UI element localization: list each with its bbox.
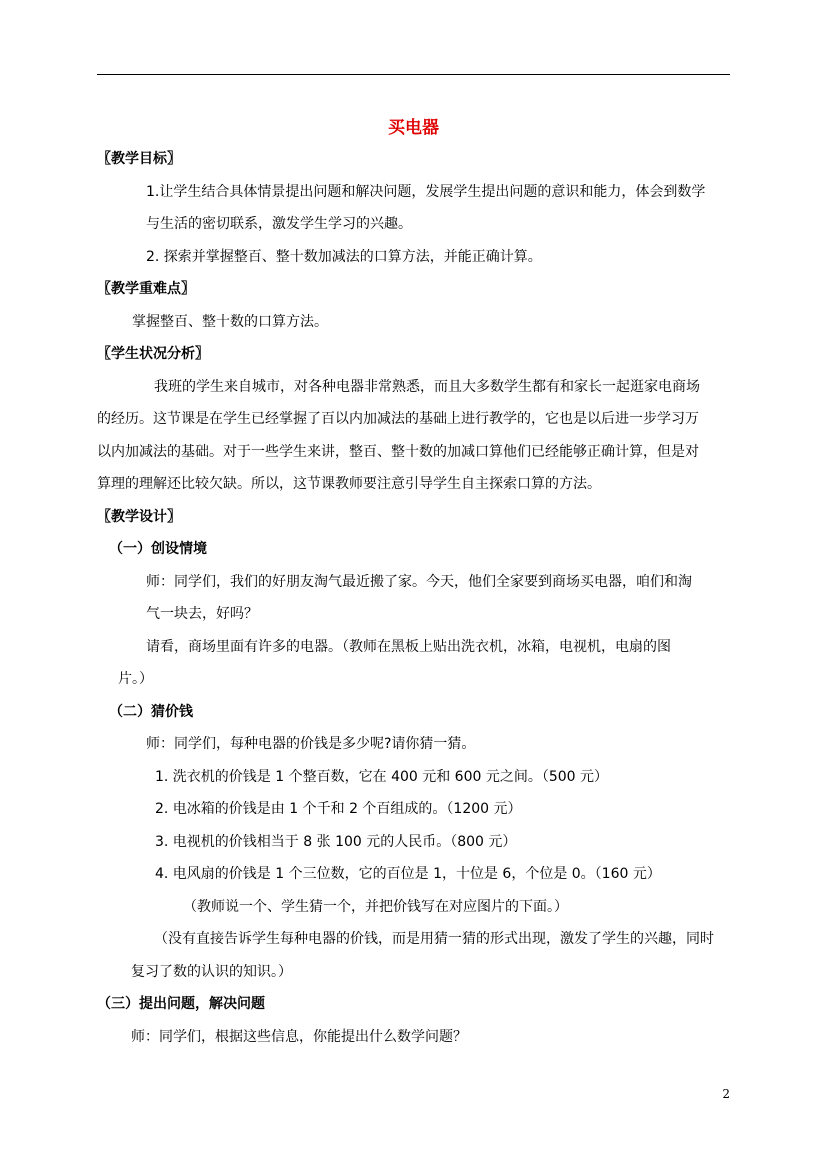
section-1-line-1: 师：同学们，我们的好朋友淘气最近搬了家。今天，他们全家要到商场买电器，咱们和淘: [146, 574, 692, 590]
price-item-3: 3. 电视机的价钱相当于 8 张 100 元的人民币。（800 元）: [155, 834, 517, 850]
price-item-4: 4. 电风扇的价钱是 1 个三位数，它的百位是 1，十位是 6，个位是 0。（160 元）: [155, 866, 661, 882]
section-1-line-3: 请看，商场里面有许多的电器。（教师在黑板上贴出洗衣机，冰箱，电视机，电扇的图: [146, 639, 671, 655]
goal-2: 2. 探索并掌握整百、整十数加减法的口算方法，并能正确计算。: [146, 249, 542, 265]
analysis-line-3: 以内加减法的基础。对于一些学生来讲，整百、整十数的加减口算他们已经能够正确计算，但是对: [97, 444, 699, 460]
goal-1-line-1: 1.让学生结合具体情景提出问题和解决问题，发展学生提出问题的意识和能力，体会到数学: [146, 184, 706, 200]
section-3-intro: 师：同学们，根据这些信息，你能提出什么数学问题？: [131, 1029, 467, 1045]
page-number: 2: [722, 1087, 730, 1101]
design-note-line-2: 复习了数的认识的知识。）: [131, 964, 292, 980]
document-title: 买电器: [388, 118, 439, 138]
analysis-line-2: 的经历。这节课是在学生已经掌握了百以内加减法的基础上进行教学的，它也是以后进一步学习万: [97, 411, 699, 427]
heading-student-analysis: 〖学生状况分析〗: [97, 346, 209, 362]
analysis-line-1: 我班的学生来自城市，对各种电器非常熟悉，而且大多数学生都有和家长一起逛家电商场: [154, 379, 700, 395]
section-2-heading: （二）猜价钱: [109, 704, 193, 720]
heading-key-points: 〖教学重难点〗: [97, 281, 195, 297]
price-item-1: 1. 洗衣机的价钱是 1 个整百数，它在 400 元和 600 元之间。（500 元）: [155, 769, 609, 785]
design-note-line-1: （没有直接告诉学生每种电器的价钱，而是用猜一猜的形式出现，激发了学生的兴趣，同时: [154, 931, 714, 947]
section-1-heading: （一）创设情境: [109, 541, 207, 557]
heading-teaching-goals: 〖教学目标〗: [97, 151, 181, 167]
section-1-line-2: 气一块去，好吗？: [146, 606, 258, 622]
section-2-intro: 师：同学们，每种电器的价钱是多少呢?请你猜一猜。: [146, 736, 476, 752]
header-rule: [97, 74, 730, 75]
teacher-note: （教师说一个、学生猜一个，并把价钱写在对应图片的下面。）: [183, 899, 568, 915]
section-3-heading: （三）提出问题，解决问题: [97, 996, 265, 1012]
heading-teaching-design: 〖教学设计〗: [97, 509, 181, 525]
key-points-text: 掌握整百、整十数的口算方法。: [132, 314, 328, 330]
goal-1-line-2: 与生活的密切联系，激发学生学习的兴趣。: [146, 216, 412, 232]
analysis-line-4: 算理的理解还比较欠缺。所以，这节课教师要注意引导学生自主探索口算的方法。: [97, 476, 601, 492]
price-item-2: 2. 电冰箱的价钱是由 1 个千和 2 个百组成的。（1200 元）: [155, 801, 522, 817]
section-1-line-4: 片。）: [118, 671, 153, 687]
